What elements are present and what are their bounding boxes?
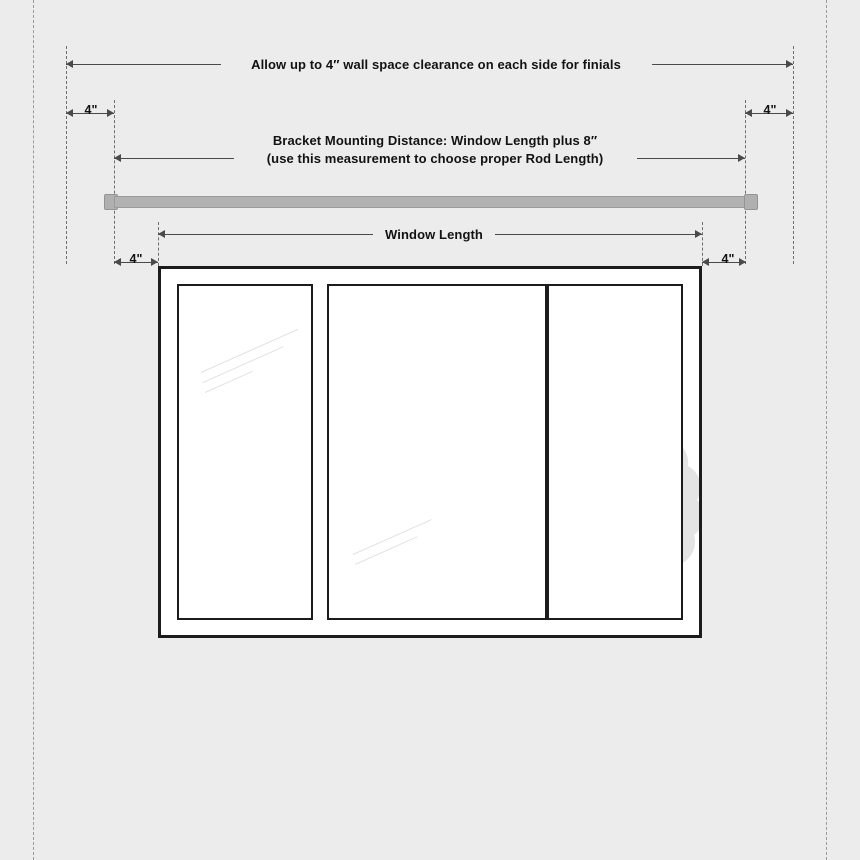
rod-bar [114, 196, 748, 208]
dim-bracket-line-left [114, 158, 234, 159]
dim-top-arrow-right [786, 60, 793, 68]
window-frame [158, 266, 702, 638]
page-guide-left [33, 0, 34, 860]
dim-bracket-line-right [637, 158, 745, 159]
dim-top-line-left [66, 64, 221, 65]
rod-finial-right [744, 194, 758, 210]
dim-top-arrow-left [66, 60, 73, 68]
dim-top-line-right [652, 64, 793, 65]
glass-glare-1 [201, 329, 298, 373]
page-guide-right [826, 0, 827, 860]
label-4in-bottom-left: 4" [129, 252, 143, 266]
label-top-clearance: Allow up to 4″ wall space clearance on each side for finials [251, 57, 621, 72]
label-4in-top-left: 4" [84, 103, 98, 117]
label-bracket-distance-line2: (use this measurement to choose proper Rod Length) [266, 151, 604, 166]
guide-line-rod-left [114, 100, 115, 264]
label-bracket-distance-line1: Bracket Mounting Distance: Window Length plus 8″ [272, 133, 598, 148]
guide-line-outer-left [66, 46, 67, 264]
glass-glare-5 [355, 536, 418, 565]
dim-window-line-left [158, 234, 373, 235]
glass-glare-3 [205, 371, 253, 393]
label-window-length: Window Length [385, 227, 483, 242]
guide-line-outer-right [793, 46, 794, 264]
dim-4in-bottom-right-arrow-a [702, 258, 709, 266]
window-pane-center [327, 284, 547, 620]
label-4in-top-right: 4" [763, 103, 777, 117]
window-pane-left [177, 284, 313, 620]
dim-bracket-arrow-left [114, 154, 121, 162]
dim-window-arrow-right [695, 230, 702, 238]
guide-line-window-left [158, 222, 159, 266]
label-4in-bottom-right: 4" [721, 252, 735, 266]
glass-glare-4 [353, 519, 432, 555]
dim-bracket-arrow-right [738, 154, 745, 162]
window-pane-right [547, 284, 683, 620]
dim-window-arrow-left [158, 230, 165, 238]
dim-window-line-right [495, 234, 702, 235]
guide-line-rod-right [745, 100, 746, 264]
